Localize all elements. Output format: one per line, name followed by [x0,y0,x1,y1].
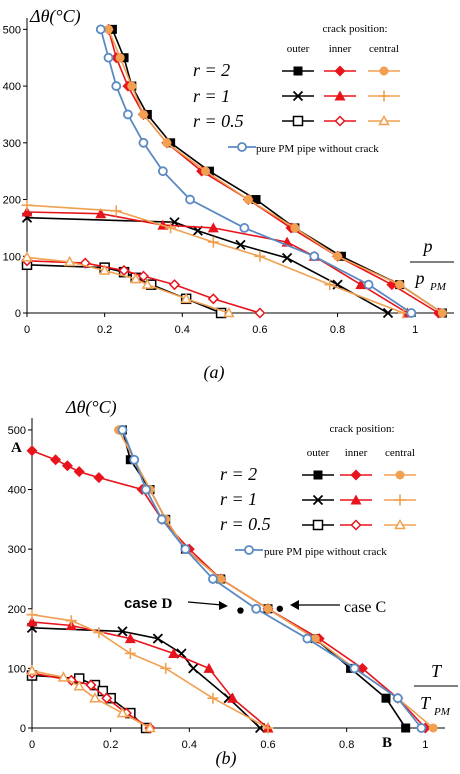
a-point-pure-1 [105,54,113,62]
b-point-r1-outer-4 [189,664,198,673]
b-point-r2-outer-10 [401,724,410,733]
a-point-pure-0 [97,25,105,33]
panel-a-legend-col-inner: inner [328,43,352,55]
a-xtick-label-0.2: 0.2 [96,324,113,336]
panel-b-legend-row-r1: r = 1 [220,489,258,509]
b-point-pure-6 [252,605,260,613]
b-xtick-label-0.4: 0.4 [181,739,197,751]
panel-b-legend-row-r05: r = 0.5 [220,514,271,534]
panel-b-legend-title: crack position: [329,423,395,435]
b-point-r2-inner-1 [50,454,61,465]
a-legend-marker-pure [238,143,246,151]
b-point-r1-central-3 [125,648,136,659]
a-point-pure-5 [159,167,167,175]
a-legend-marker-r2-outer [294,67,303,76]
b-point-r2-inner-4 [93,472,104,483]
a-point-r2-central-7 [290,223,299,232]
a-point-r2-central-3 [139,110,148,119]
b-ytick-label-100: 100 [7,663,26,676]
a-point-r2-central-2 [127,82,136,91]
b-legend-marker-r2-inner [351,470,362,481]
b-line-pure [123,430,422,728]
a-legend-marker-r2-central [380,67,389,76]
a-point-pure-4 [139,139,147,147]
panel-b-legend-col-outer: outer [306,447,330,459]
panel-b-ylabel: Δθ(°C) [66,397,117,417]
a-point-r1-outer-3 [236,240,245,249]
a-point-r1-central-0 [22,200,33,211]
a-point-pure-8 [310,252,318,260]
b-point-pure-2 [142,486,150,494]
panel-a-xlabel-den-sub: PM [430,281,446,293]
a-point-r1-central-3 [208,237,219,248]
a-point-r2-central-9 [395,280,404,289]
b-legend-marker-r2-central [396,471,405,480]
b-legend-marker-r1-central [395,495,406,506]
b-point-r2-inner-2 [62,460,73,471]
a-point-r1-central-1 [111,205,122,216]
b-point-r2-inner-3 [74,466,85,477]
panel-a-xlabel-den: p [415,268,425,288]
panel-a-ylabel: Δθ(°C) [30,6,81,26]
annotation-case-d-arrowhead [219,601,228,610]
b-legend-marker-r2-outer [314,471,323,480]
b-point-r1-inner-4 [204,663,215,673]
b-ytick-label-200: 200 [7,603,26,616]
b-legend-marker-r05-outer [314,521,323,530]
annotation-case-d [124,595,173,612]
panel-b [8,397,458,769]
b-legend-marker-r05-inner [352,521,361,530]
a-xtick-label-0.8: 0.8 [329,324,346,336]
b-point-r1-central-2 [93,627,104,638]
b-point-pure-7 [303,635,311,643]
b-xtick-label-0.8: 0.8 [339,739,355,751]
b-ytick-label-300: 300 [7,544,26,557]
b-ytick-label-400: 400 [7,484,26,497]
panel-a-legend-pure-label: pure PM pipe without crack [256,143,379,155]
b-point-pure-5 [209,575,217,583]
panel-b-legend-col-central: central [385,447,415,459]
a-point-pure-7 [240,224,248,232]
b-point-pure-4 [181,545,189,553]
a-legend-marker-r05-outer [294,117,303,126]
b-point-r2-outer-9 [382,694,391,703]
a-ytick-label-0: 0 [14,308,21,320]
panel-a-xlabel-num: p [423,236,433,256]
b-xtick-label-0: 0 [28,739,36,751]
a-ytick-label-200: 200 [2,194,21,207]
a-point-pure-10 [407,309,415,317]
panel-b-xlabel-num: T [430,661,442,681]
a-point-r05-inner-5 [209,294,218,303]
panel-b-xlabel-den: T [419,693,431,713]
panel-a-legend-row-r05: r = 0.5 [193,111,244,131]
annotation-case-d-arrow [188,602,222,605]
a-point-r1-central-4 [254,251,265,262]
annotation-B: B [382,735,393,751]
panel-b-label: (b) [215,748,237,768]
b-case-point-d [237,607,243,613]
a-point-pure-2 [112,82,120,90]
panel-b-legend-col-inner: inner [344,447,368,459]
a-point-r2-central-10 [438,309,447,318]
panel-b-legend-row-r2: r = 2 [220,464,258,484]
annotation-case-c-arrowhead [290,600,299,610]
panel-a-legend-swatches [228,66,400,152]
b-point-r05-central-0 [28,666,37,674]
panel-a-legend-col-central: central [369,43,399,55]
a-xtick-label-1: 1 [412,324,419,336]
b-xtick-label-0.6: 0.6 [260,739,276,751]
panel-a [3,6,454,383]
a-point-pure-3 [124,110,132,118]
a-point-r05-inner-4 [170,280,179,289]
a-legend-marker-r05-inner [336,117,345,126]
panel-b-legend-swatches [235,470,416,555]
b-point-pure-0 [118,426,126,434]
a-point-r2-central-8 [333,252,342,261]
b-ytick-label-0: 0 [19,723,26,735]
panel-b-legend-pure-label: pure PM pipe without crack [264,546,387,558]
a-xtick-label-0.4: 0.4 [174,324,190,336]
panel-a-legend-col-outer: outer [286,43,310,55]
b-legend-marker-pure [245,546,253,554]
a-point-pure-6 [186,196,194,204]
a-point-r2-central-6 [244,195,253,204]
a-point-r1-outer-4 [283,253,292,262]
b-ytick-label-500: 500 [7,424,26,437]
b-point-pure-3 [158,515,166,523]
a-point-r1-central-2 [165,222,176,233]
a-point-pure-9 [365,281,373,289]
b-line-r1-central [32,615,268,728]
a-xtick-label-0.6: 0.6 [252,324,268,336]
panel-a-legend-row-r2: r = 2 [193,60,231,80]
a-point-r05-central-0 [23,253,32,261]
b-point-r1-central-4 [160,663,171,674]
b-point-r2-central-6 [264,604,273,613]
b-point-r1-central-0 [27,609,38,620]
b-point-pure-1 [130,456,138,464]
panel-a-legend-title: crack position: [322,23,388,35]
annotation-case-d-letter: D [161,596,173,612]
b-point-r1-central-5 [207,693,218,704]
a-point-r2-central-5 [201,167,210,176]
a-legend-marker-r1-central [379,91,390,102]
a-point-r2-central-1 [116,53,125,62]
b-xtick-label-1: 1 [422,739,429,751]
annotation-case-c: case C [344,599,387,616]
panel-a-label: (a) [203,362,225,382]
annotation-case-d-prefix: case [124,595,162,612]
b-point-pure-8 [351,664,359,672]
b-point-pure-9 [394,694,402,702]
panel-a-legend-row-r1: r = 1 [193,86,231,106]
a-ytick-label-100: 100 [2,251,21,264]
b-point-r2-central-10 [429,724,438,733]
b-point-r2-inner-0 [27,445,38,456]
annotation-A: A [11,440,22,456]
panel-b-xlabel-den-sub: PM [434,706,450,718]
a-xtick-label-0: 0 [23,324,31,336]
a-ytick-label-400: 400 [2,81,21,94]
b-xtick-label-0.2: 0.2 [103,739,119,751]
a-ytick-label-500: 500 [2,24,21,37]
a-point-r2-central-4 [162,138,171,147]
b-line-r1-inner [32,622,268,728]
b-point-pure-10 [417,724,425,732]
a-legend-marker-r2-inner [335,66,346,77]
b-case-point-c [277,606,283,612]
a-point-r05-inner-6 [255,309,264,318]
a-ytick-label-300: 300 [2,137,21,150]
